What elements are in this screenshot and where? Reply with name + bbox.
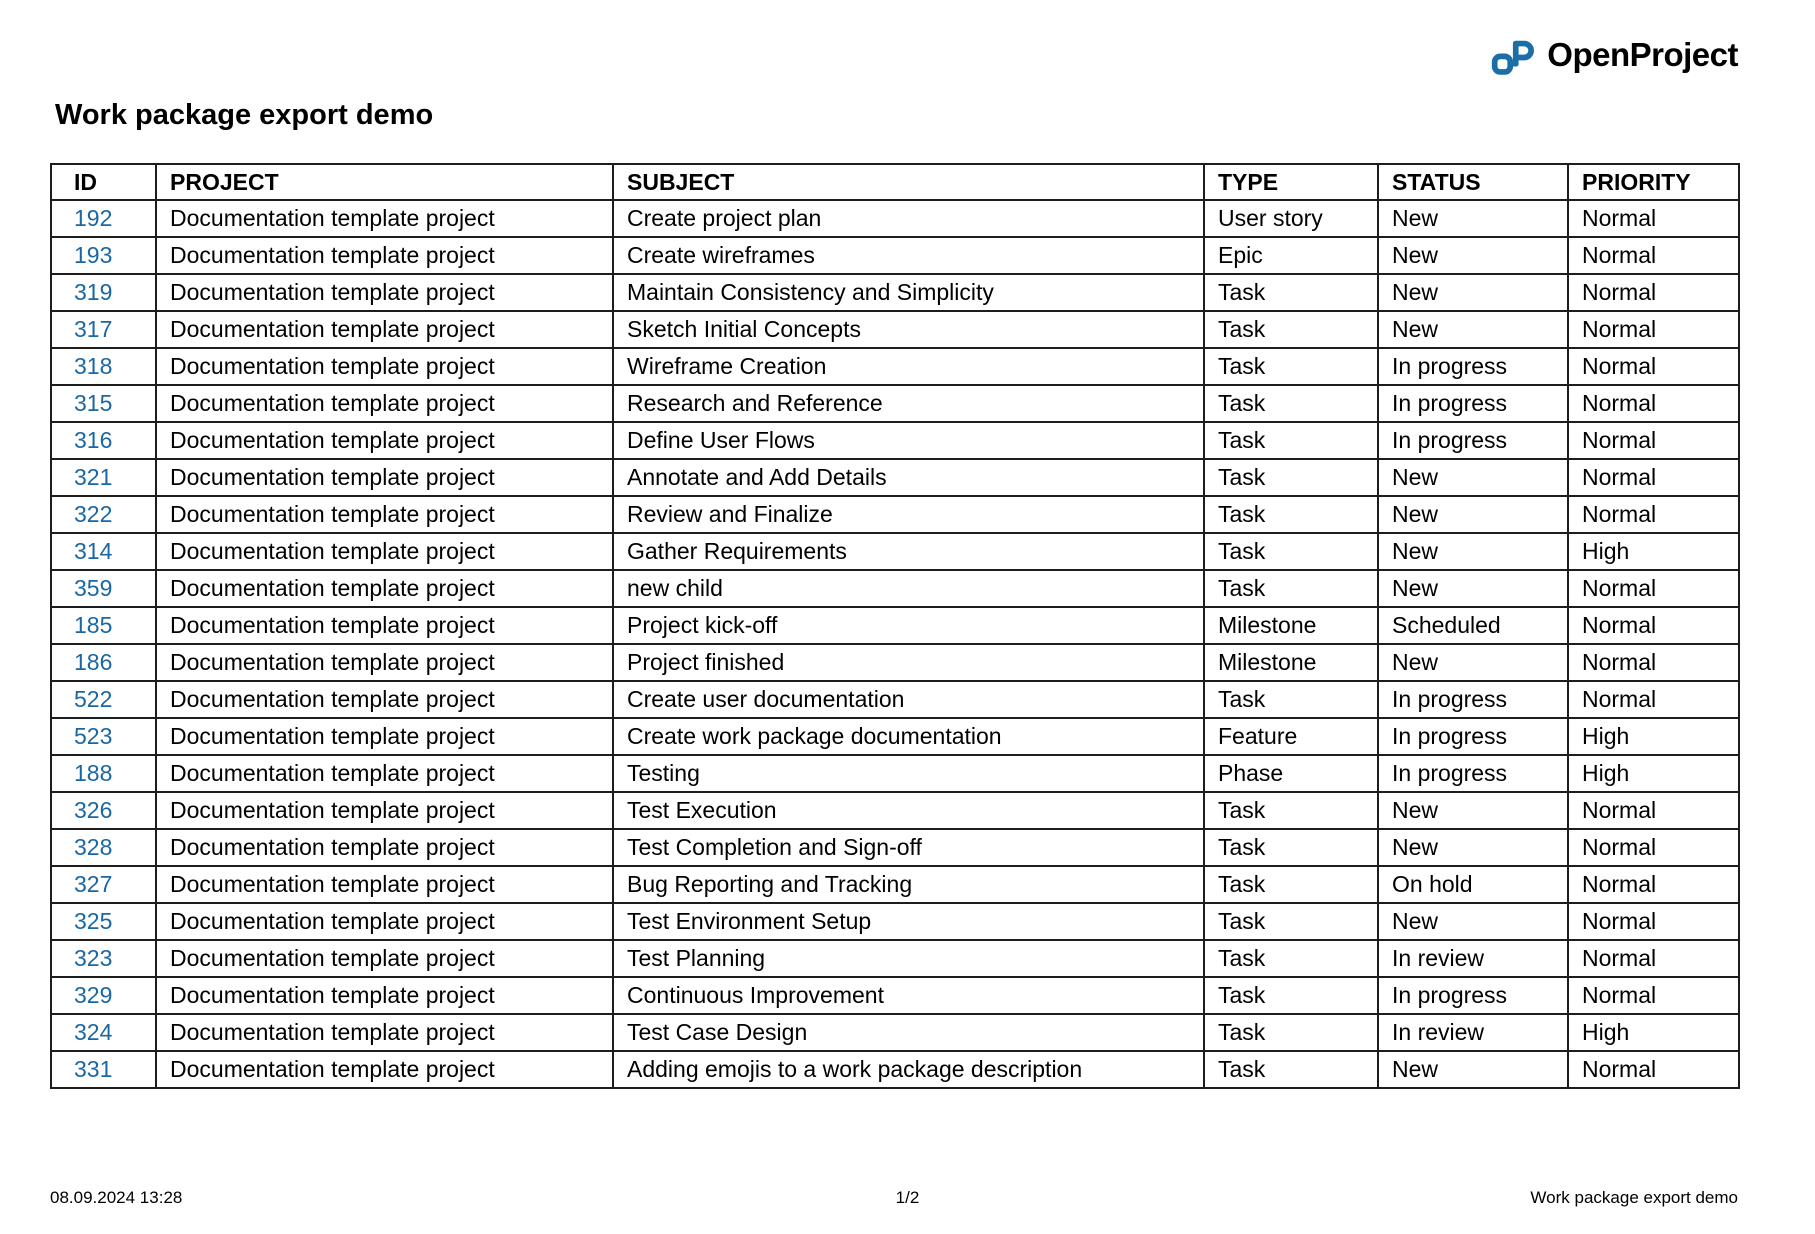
cell-type: Task <box>1204 274 1378 311</box>
cell-id <box>51 903 156 940</box>
cell-id <box>51 977 156 1014</box>
cell-id <box>51 681 156 718</box>
table-row <box>51 1051 1739 1088</box>
cell-subject: Gather Requirements <box>613 533 1204 570</box>
cell-type: Task <box>1204 385 1378 422</box>
cell-subject: Test Planning <box>613 940 1204 977</box>
work-package-id-link[interactable]: 192 <box>74 205 113 231</box>
table-row <box>51 792 1739 829</box>
work-package-id-link[interactable]: 323 <box>74 945 113 971</box>
cell-project: Documentation template project <box>156 422 613 459</box>
cell-id <box>51 792 156 829</box>
cell-project: Documentation template project <box>156 755 613 792</box>
table-row <box>51 385 1739 422</box>
cell-type: Phase <box>1204 755 1378 792</box>
cell-status: In progress <box>1378 718 1568 755</box>
cell-status: In progress <box>1378 977 1568 1014</box>
cell-subject: Project finished <box>613 644 1204 681</box>
table-row <box>51 496 1739 533</box>
cell-subject: Test Environment Setup <box>613 903 1204 940</box>
cell-type: Task <box>1204 977 1378 1014</box>
cell-subject: Test Completion and Sign-off <box>613 829 1204 866</box>
table-row <box>51 348 1739 385</box>
table-row <box>51 237 1739 274</box>
footer-page-number: 1/2 <box>895 1188 920 1207</box>
cell-subject: Create work package documentation <box>613 718 1204 755</box>
table-row <box>51 829 1739 866</box>
cell-id <box>51 866 156 903</box>
table-row <box>51 644 1739 681</box>
cell-status: New <box>1378 644 1568 681</box>
table-row <box>51 977 1739 1014</box>
cell-subject: Testing <box>613 755 1204 792</box>
table-row <box>51 274 1739 311</box>
cell-subject: new child <box>613 570 1204 607</box>
cell-subject: Adding emojis to a work package description <box>613 1051 1204 1088</box>
page-title: Work package export demo <box>55 99 434 131</box>
work-package-id-link[interactable]: 321 <box>74 464 113 490</box>
cell-priority: Normal <box>1568 237 1739 274</box>
cell-priority: Normal <box>1568 977 1739 1014</box>
work-package-id-link[interactable]: 193 <box>74 242 113 268</box>
cell-subject: Create project plan <box>613 200 1204 237</box>
cell-id <box>51 385 156 422</box>
cell-type: User story <box>1204 200 1378 237</box>
cell-status: In review <box>1378 1014 1568 1051</box>
cell-subject: Wireframe Creation <box>613 348 1204 385</box>
work-package-id-link[interactable]: 314 <box>74 538 113 564</box>
cell-priority: Normal <box>1568 422 1739 459</box>
cell-id <box>51 496 156 533</box>
table-row <box>51 903 1739 940</box>
column-header-type: TYPE <box>1204 164 1378 200</box>
cell-project: Documentation template project <box>156 385 613 422</box>
cell-type: Milestone <box>1204 644 1378 681</box>
cell-priority: Normal <box>1568 681 1739 718</box>
cell-project: Documentation template project <box>156 1014 613 1051</box>
cell-project: Documentation template project <box>156 311 613 348</box>
work-package-table <box>50 163 1740 1089</box>
table-row <box>51 681 1739 718</box>
cell-status: Scheduled <box>1378 607 1568 644</box>
openproject-logo-icon <box>1491 34 1535 76</box>
work-package-id-link[interactable]: 331 <box>74 1056 113 1082</box>
cell-status: New <box>1378 311 1568 348</box>
cell-project: Documentation template project <box>156 792 613 829</box>
cell-status: New <box>1378 459 1568 496</box>
footer-document-title: Work package export demo <box>1530 1188 1738 1207</box>
cell-type: Task <box>1204 681 1378 718</box>
cell-type: Epic <box>1204 237 1378 274</box>
cell-id <box>51 237 156 274</box>
cell-status: In progress <box>1378 681 1568 718</box>
openproject-logo-text: OpenProject <box>1547 36 1738 73</box>
cell-priority: High <box>1568 533 1739 570</box>
cell-priority: Normal <box>1568 644 1739 681</box>
cell-type: Task <box>1204 311 1378 348</box>
work-package-id-link[interactable]: 522 <box>74 686 113 712</box>
work-package-id-link[interactable]: 315 <box>74 390 113 416</box>
cell-type: Task <box>1204 422 1378 459</box>
table-row <box>51 200 1739 237</box>
cell-status: New <box>1378 274 1568 311</box>
cell-priority: High <box>1568 718 1739 755</box>
cell-project: Documentation template project <box>156 274 613 311</box>
cell-subject: Bug Reporting and Tracking <box>613 866 1204 903</box>
column-header-subject: SUBJECT <box>613 164 1204 200</box>
cell-status: New <box>1378 1051 1568 1088</box>
cell-id <box>51 829 156 866</box>
cell-id <box>51 644 156 681</box>
work-package-id-link[interactable]: 317 <box>74 316 113 342</box>
work-package-id-link[interactable]: 326 <box>74 797 113 823</box>
cell-subject: Test Case Design <box>613 1014 1204 1051</box>
table-row <box>51 459 1739 496</box>
cell-subject: Annotate and Add Details <box>613 459 1204 496</box>
cell-id <box>51 348 156 385</box>
table-row <box>51 1014 1739 1051</box>
table-row <box>51 422 1739 459</box>
cell-priority: Normal <box>1568 607 1739 644</box>
cell-subject: Review and Finalize <box>613 496 1204 533</box>
cell-id <box>51 1014 156 1051</box>
cell-project: Documentation template project <box>156 829 613 866</box>
cell-priority: Normal <box>1568 792 1739 829</box>
table-row <box>51 607 1739 644</box>
cell-id <box>51 718 156 755</box>
cell-id <box>51 274 156 311</box>
cell-project: Documentation template project <box>156 644 613 681</box>
cell-status: In progress <box>1378 755 1568 792</box>
cell-type: Task <box>1204 348 1378 385</box>
column-header-priority: PRIORITY <box>1568 164 1739 200</box>
table-row <box>51 755 1739 792</box>
column-header-project: PROJECT <box>156 164 613 200</box>
work-package-id-link[interactable]: 185 <box>74 612 113 638</box>
cell-subject: Maintain Consistency and Simplicity <box>613 274 1204 311</box>
work-package-id-link[interactable]: 316 <box>74 427 113 453</box>
cell-type: Task <box>1204 903 1378 940</box>
cell-priority: High <box>1568 1014 1739 1051</box>
table-row <box>51 311 1739 348</box>
cell-type: Task <box>1204 533 1378 570</box>
cell-project: Documentation template project <box>156 459 613 496</box>
column-header-id: ID <box>51 164 156 200</box>
cell-type: Milestone <box>1204 607 1378 644</box>
cell-status: On hold <box>1378 866 1568 903</box>
cell-subject: Create wireframes <box>613 237 1204 274</box>
cell-type: Task <box>1204 1051 1378 1088</box>
cell-type: Task <box>1204 940 1378 977</box>
cell-subject: Continuous Improvement <box>613 977 1204 1014</box>
work-package-id-link[interactable]: 318 <box>74 353 113 379</box>
cell-id <box>51 607 156 644</box>
cell-priority: Normal <box>1568 348 1739 385</box>
work-package-id-link[interactable]: 324 <box>74 1019 113 1045</box>
work-package-id-link[interactable]: 328 <box>74 834 113 860</box>
table-row <box>51 533 1739 570</box>
work-package-id-link[interactable]: 523 <box>74 723 113 749</box>
cell-status: New <box>1378 533 1568 570</box>
cell-id <box>51 940 156 977</box>
cell-priority: Normal <box>1568 940 1739 977</box>
cell-subject: Sketch Initial Concepts <box>613 311 1204 348</box>
cell-project: Documentation template project <box>156 977 613 1014</box>
work-package-id-link[interactable]: 188 <box>74 760 113 786</box>
cell-project: Documentation template project <box>156 533 613 570</box>
table-row <box>51 718 1739 755</box>
cell-status: New <box>1378 237 1568 274</box>
cell-subject: Create user documentation <box>613 681 1204 718</box>
cell-type: Task <box>1204 459 1378 496</box>
cell-priority: Normal <box>1568 1051 1739 1088</box>
cell-project: Documentation template project <box>156 718 613 755</box>
work-package-id-link[interactable]: 322 <box>74 501 113 527</box>
cell-priority: Normal <box>1568 274 1739 311</box>
cell-status: In review <box>1378 940 1568 977</box>
cell-project: Documentation template project <box>156 348 613 385</box>
cell-priority: Normal <box>1568 866 1739 903</box>
cell-status: New <box>1378 200 1568 237</box>
work-package-id-link[interactable]: 325 <box>74 908 113 934</box>
cell-id <box>51 311 156 348</box>
cell-project: Documentation template project <box>156 607 613 644</box>
cell-status: New <box>1378 496 1568 533</box>
work-package-id-link[interactable]: 186 <box>74 649 113 675</box>
cell-project: Documentation template project <box>156 570 613 607</box>
cell-id <box>51 459 156 496</box>
cell-status: In progress <box>1378 348 1568 385</box>
cell-project: Documentation template project <box>156 1051 613 1088</box>
cell-project: Documentation template project <box>156 681 613 718</box>
column-header-status: STATUS <box>1378 164 1568 200</box>
cell-subject: Project kick-off <box>613 607 1204 644</box>
cell-priority: Normal <box>1568 200 1739 237</box>
cell-priority: High <box>1568 755 1739 792</box>
cell-status: New <box>1378 570 1568 607</box>
cell-id <box>51 1051 156 1088</box>
cell-id <box>51 533 156 570</box>
work-package-id-link[interactable]: 329 <box>74 982 113 1008</box>
cell-type: Task <box>1204 1014 1378 1051</box>
cell-status: In progress <box>1378 422 1568 459</box>
cell-type: Task <box>1204 829 1378 866</box>
cell-priority: Normal <box>1568 903 1739 940</box>
table-row <box>51 866 1739 903</box>
openproject-logo <box>1491 34 1738 76</box>
cell-status: In progress <box>1378 385 1568 422</box>
cell-project: Documentation template project <box>156 866 613 903</box>
page-footer <box>0 1188 1815 1210</box>
cell-type: Feature <box>1204 718 1378 755</box>
cell-status: New <box>1378 903 1568 940</box>
cell-priority: Normal <box>1568 385 1739 422</box>
cell-priority: Normal <box>1568 311 1739 348</box>
cell-subject: Research and Reference <box>613 385 1204 422</box>
cell-project: Documentation template project <box>156 237 613 274</box>
table-row <box>51 570 1739 607</box>
work-package-id-link[interactable]: 359 <box>74 575 113 601</box>
cell-project: Documentation template project <box>156 200 613 237</box>
table-header-row <box>51 164 1739 200</box>
footer-date: 08.09.2024 13:28 <box>50 1188 183 1207</box>
cell-priority: Normal <box>1568 829 1739 866</box>
cell-project: Documentation template project <box>156 940 613 977</box>
cell-id <box>51 570 156 607</box>
cell-type: Task <box>1204 866 1378 903</box>
work-package-id-link[interactable]: 327 <box>74 871 113 897</box>
cell-type: Task <box>1204 570 1378 607</box>
cell-id <box>51 200 156 237</box>
cell-id <box>51 422 156 459</box>
cell-type: Task <box>1204 496 1378 533</box>
cell-status: New <box>1378 792 1568 829</box>
cell-project: Documentation template project <box>156 903 613 940</box>
cell-priority: Normal <box>1568 570 1739 607</box>
cell-status: New <box>1378 829 1568 866</box>
cell-id <box>51 755 156 792</box>
cell-type: Task <box>1204 792 1378 829</box>
table-body <box>51 200 1739 1088</box>
table-row <box>51 940 1739 977</box>
cell-subject: Test Execution <box>613 792 1204 829</box>
cell-priority: Normal <box>1568 496 1739 533</box>
cell-project: Documentation template project <box>156 496 613 533</box>
work-package-id-link[interactable]: 319 <box>74 279 113 305</box>
cell-priority: Normal <box>1568 459 1739 496</box>
cell-subject: Define User Flows <box>613 422 1204 459</box>
